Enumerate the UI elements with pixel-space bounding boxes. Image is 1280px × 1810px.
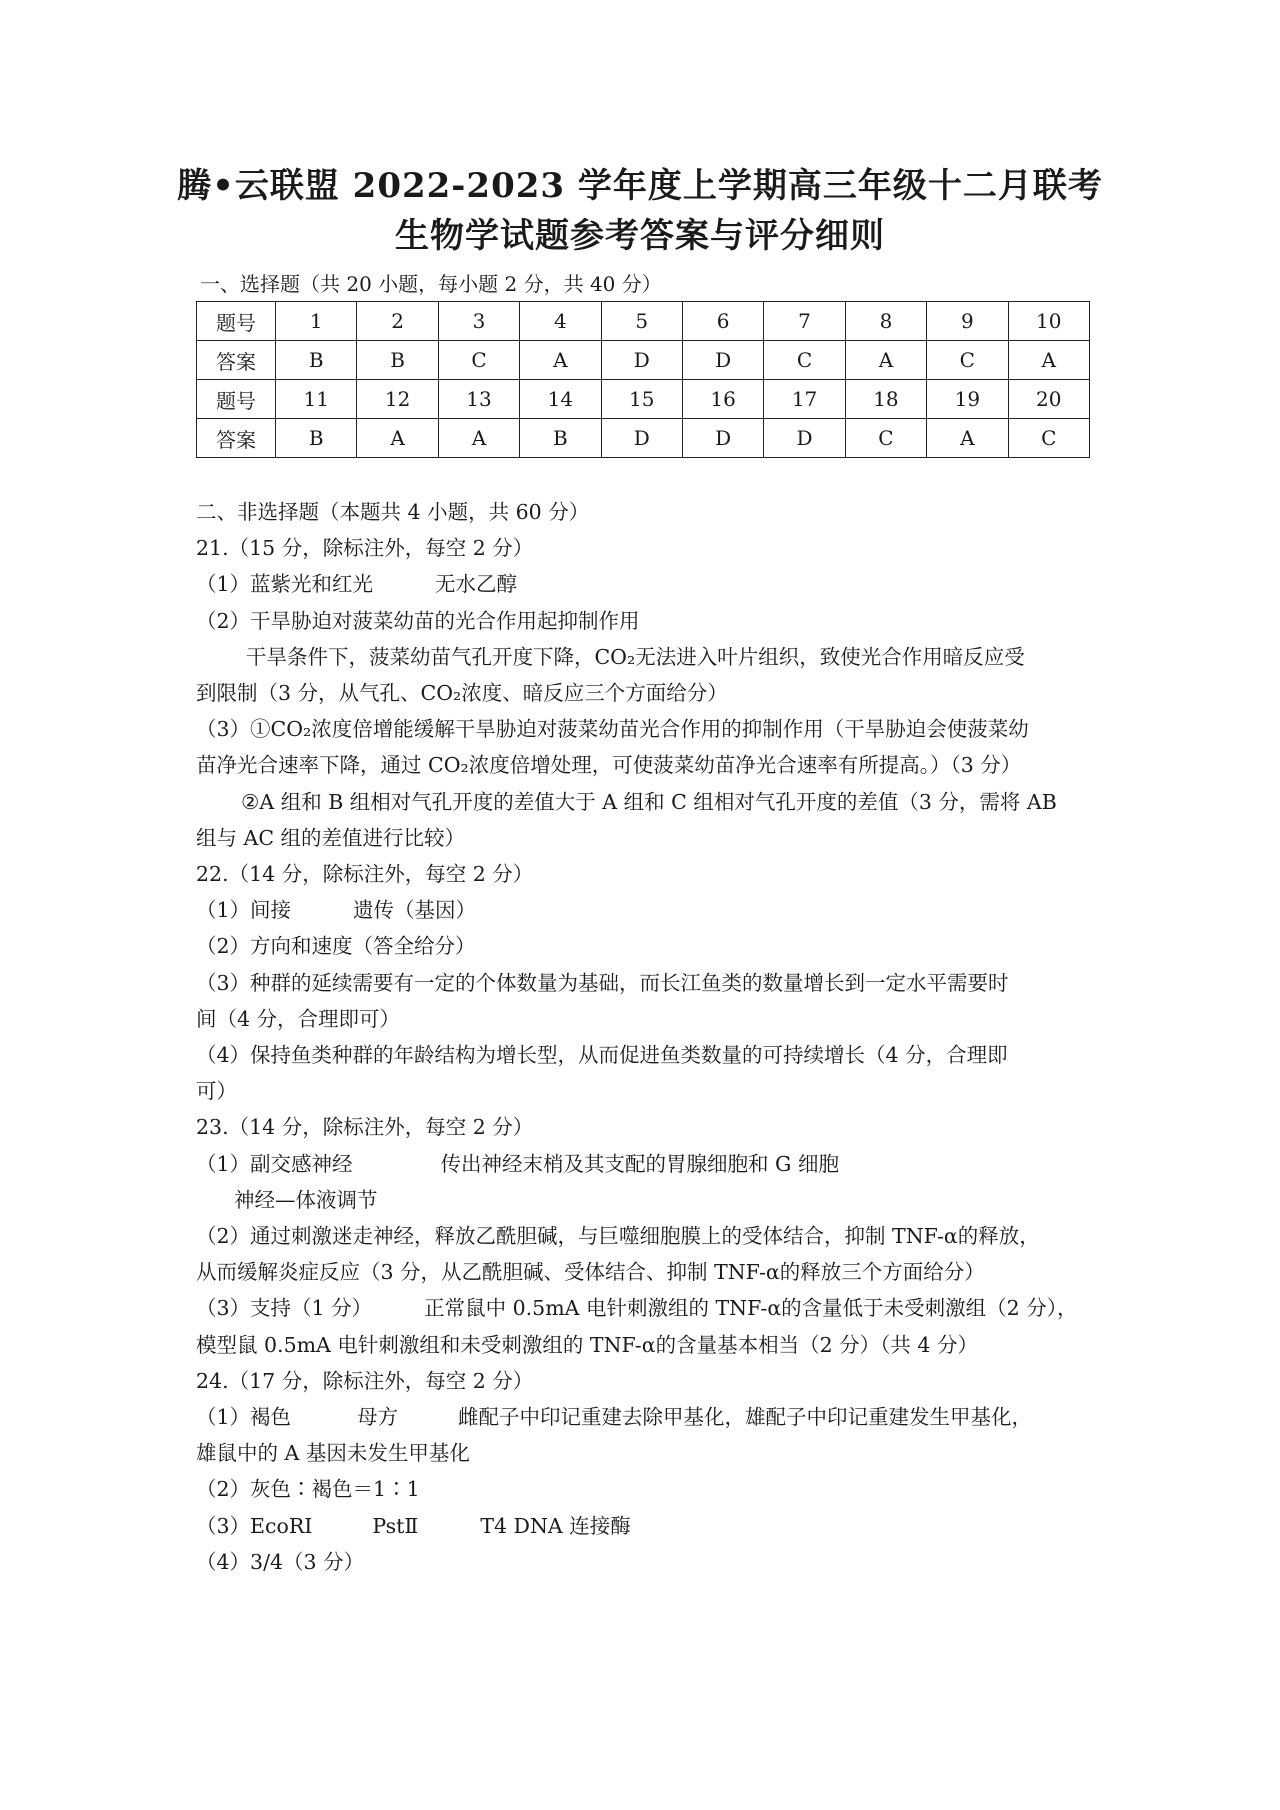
q21-answer3-line3: ②A 组和 B 组相对气孔开度的差值大于 A 组和 C 组相对气孔开度的差值（3 分，需将 AB	[241, 789, 1057, 814]
answer-table-row	[197, 380, 1090, 419]
q22-answer1-part1: （1）间接	[196, 898, 292, 923]
answer-table-cell: 16	[682, 380, 763, 419]
answer-table-cell: 13	[438, 380, 519, 419]
answer-table-cell: 1	[276, 302, 357, 341]
answer-table-cell: 12	[357, 380, 438, 419]
answer-table-cell: B	[357, 341, 438, 380]
q21-answer2-line1: （2）干旱胁迫对菠菜幼苗的光合作用起抑制作用	[196, 608, 640, 633]
q24-title: 24.（17 分，除标注外，每空 2 分）	[196, 1368, 534, 1393]
q22-answer4-line1: （4）保持鱼类种群的年龄结构为增长型，从而促进鱼类数量的可持续增长（4 分，合理即	[196, 1043, 1008, 1068]
section2-content	[196, 494, 1096, 1580]
answer-table-cell: A	[520, 341, 601, 380]
answer-table-row-label: 答案	[197, 419, 276, 458]
q23-answer1-part1: （1）副交感神经	[196, 1151, 353, 1176]
q24-answer3-part3: T4 DNA 连接酶	[480, 1513, 631, 1538]
q21-answer1-part1: （1）蓝紫光和红光	[196, 572, 374, 597]
answer-table-cell: B	[276, 341, 357, 380]
answer-table-cell: C	[764, 341, 845, 380]
section2-heading: 二、非选择题（本题共 4 小题，共 60 分）	[196, 500, 590, 524]
q22-answer3-line1: （3）种群的延续需要有一定的个体数量为基础，而长江鱼类的数量增长到一定水平需要时	[196, 970, 1009, 995]
q24-answer2: （2）灰色∶褐色＝1∶1	[196, 1477, 420, 1502]
answer-table-row	[197, 302, 1090, 341]
answer-table-cell: 18	[845, 380, 926, 419]
answer-table-cell: 17	[764, 380, 845, 419]
answer-table-cell: A	[438, 419, 519, 458]
q24-answer3-part1: （3）EcoRⅠ	[196, 1513, 313, 1538]
q23-answer3-part1: （3）支持（1 分）	[196, 1296, 373, 1321]
answer-table-cell: 4	[520, 302, 601, 341]
answer-table-cell: B	[520, 419, 601, 458]
answer-table-cell: 10	[1008, 302, 1089, 341]
section1-heading: 一、选择题（共 20 小题，每小题 2 分，共 40 分）	[200, 272, 662, 296]
q24-answer3-part2: PstⅡ	[372, 1513, 419, 1538]
answer-table-cell: 20	[1008, 380, 1089, 419]
exam-title: 腾•云联盟 2022-2023 学年度上学期高三年级十二月联考	[177, 166, 1103, 206]
q23-answer3-line2: 模型鼠 0.5mA 电针刺激组和未受刺激组的 TNF-α的含量基本相当（2 分）（共 4 分）	[196, 1332, 978, 1357]
answer-table-cell: 3	[438, 302, 519, 341]
q22-title: 22.（14 分，除标注外，每空 2 分）	[196, 862, 534, 887]
q24-answer1-part3: 雌配子中印记重建去除甲基化，雄配子中印记重建发生甲基化，	[458, 1405, 1033, 1430]
answer-table-cell: D	[682, 341, 763, 380]
answer-table-cell: 19	[927, 380, 1008, 419]
q24-answer1-part1: （1）褐色	[196, 1405, 292, 1430]
answer-table-cell: 8	[845, 302, 926, 341]
answer-table-cell: 15	[601, 380, 682, 419]
answer-table-cell: 11	[276, 380, 357, 419]
q24-answer4: （4）3/4（3 分）	[196, 1549, 365, 1574]
q23-answer1-part2: 传出神经末梢及其支配的胃腺细胞和 G 细胞	[440, 1151, 839, 1176]
answer-table-row-label: 题号	[197, 380, 276, 419]
answer-table-cell: C	[1008, 419, 1089, 458]
answer-table-row	[197, 341, 1090, 380]
q22-answer1-part2: 遗传（基因）	[353, 898, 477, 923]
q21-answer2-line3: 到限制（3 分，从气孔、CO₂浓度、暗反应三个方面给分）	[196, 681, 728, 706]
answer-table-cell: 6	[682, 302, 763, 341]
q24-answer1-line2: 雄鼠中的 A 基因未发生甲基化	[196, 1441, 470, 1466]
answer-table-row-label: 答案	[197, 341, 276, 380]
q22-answer1	[196, 892, 1096, 928]
answer-table-cell: D	[601, 341, 682, 380]
answer-table-cell: C	[927, 341, 1008, 380]
answer-table-row-label: 题号	[197, 302, 276, 341]
q21-answer1-part2: 无水乙醇	[435, 572, 518, 597]
q24-answer1-part2: 母方	[357, 1405, 399, 1430]
q21-answer3-line1: （3）①CO₂浓度倍增能缓解干旱胁迫对菠菜幼苗光合作用的抑制作用（干旱胁迫会使菠菜幼	[196, 717, 1029, 742]
q23-answer2-line1: （2）通过刺激迷走神经，释放乙酰胆碱，与巨噬细胞膜上的受体结合，抑制 TNF-α的释放，	[196, 1224, 1040, 1249]
q21-answer3-line2: 苗净光合速率下降，通过 CO₂浓度倍增处理，可使菠菜幼苗净光合速率有所提高。）（3 分）	[196, 753, 1022, 778]
answer-table-cell: 5	[601, 302, 682, 341]
q24-answer3	[196, 1508, 1096, 1544]
q23-answer2-line2: 从而缓解炎症反应（3 分，从乙酰胆碱、受体结合、抑制 TNF-α的释放三个方面给分）	[196, 1260, 985, 1285]
answer-table-cell: A	[1008, 341, 1089, 380]
answer-table-cell: C	[845, 419, 926, 458]
answer-table-cell: 14	[520, 380, 601, 419]
q21-title: 21.（15 分，除标注外，每空 2 分）	[196, 536, 534, 561]
answer-table-cell: A	[357, 419, 438, 458]
answer-table-cell: A	[927, 419, 1008, 458]
q23-answer1-line1	[196, 1146, 1096, 1182]
q22-answer3-line2: 间（4 分，合理即可）	[196, 1006, 401, 1031]
q23-answer3-part2: 正常鼠中 0.5mA 电针刺激组的 TNF-α的含量低于未受刺激组（2 分），	[424, 1296, 1078, 1321]
answer-table-cell: C	[438, 341, 519, 380]
answer-table-cell: D	[601, 419, 682, 458]
multiple-choice-answer-table	[196, 301, 1090, 458]
q24-answer1-line1	[196, 1399, 1096, 1435]
q21-answer3-line4: 组与 AC 组的差值进行比较）	[196, 825, 466, 850]
answer-table-cell: 9	[927, 302, 1008, 341]
answer-table-cell: B	[276, 419, 357, 458]
q22-answer2: （2）方向和速度（答全给分）	[196, 934, 476, 959]
answer-table-cell: D	[764, 419, 845, 458]
document-subtitle: 生物学试题参考答案与评分细则	[395, 216, 885, 256]
q23-answer3-line1	[196, 1290, 1096, 1326]
answer-table-row	[197, 419, 1090, 458]
answer-table-cell: D	[682, 419, 763, 458]
q23-title: 23.（14 分，除标注外，每空 2 分）	[196, 1115, 534, 1140]
q23-answer1-line2: 神经—体液调节	[234, 1187, 378, 1212]
answer-table-cell: A	[845, 341, 926, 380]
q22-answer4-line2: 可）	[196, 1079, 237, 1104]
answer-table-cell: 2	[357, 302, 438, 341]
answer-table-cell: 7	[764, 302, 845, 341]
q21-answer1	[196, 566, 1096, 602]
q21-answer2-line2: 干旱条件下，菠菜幼苗气孔开度下降，CO₂无法进入叶片组织，致使光合作用暗反应受	[246, 644, 1025, 669]
